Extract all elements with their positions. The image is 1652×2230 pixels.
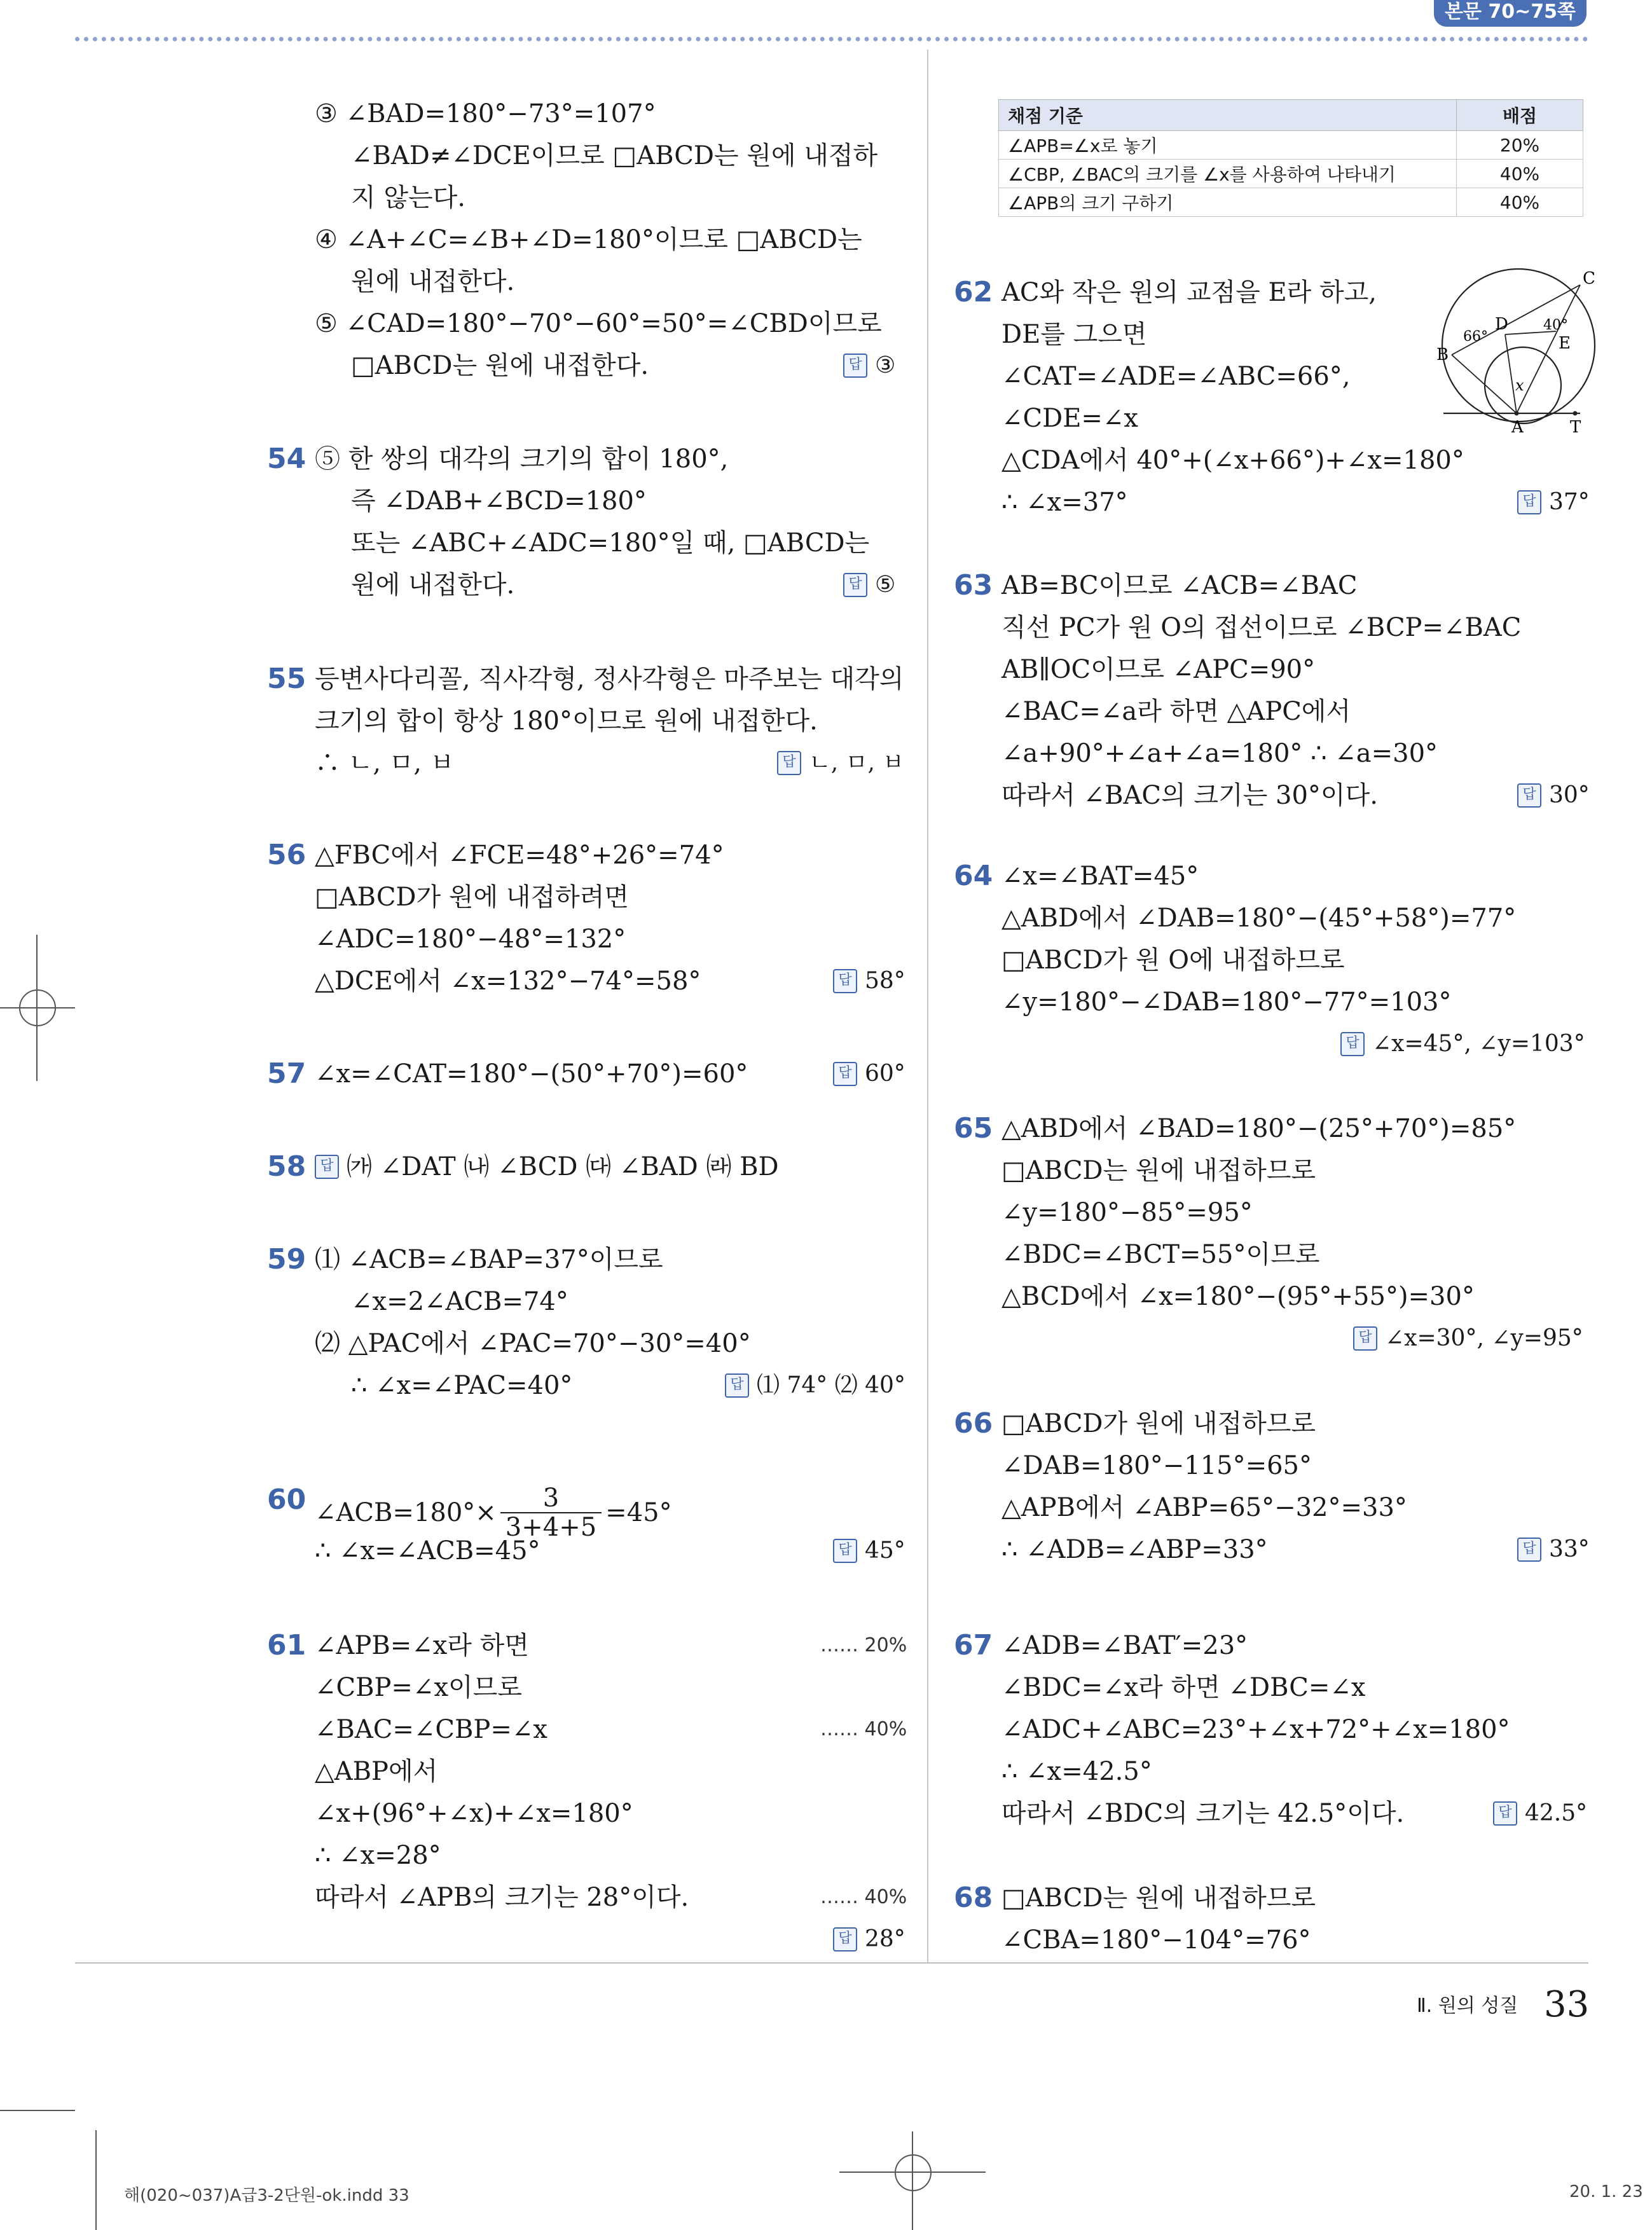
solution-line: △DCE에서 ∠x=132°−74°=58° — [315, 967, 701, 996]
answer-mark: 답 — [725, 1373, 749, 1398]
solution-line: 따라서 ∠APB의 크기는 28°이다. — [315, 1883, 689, 1912]
solution-line: ∠x=2∠ACB=74° — [351, 1287, 568, 1316]
solution-line: ∴ ∠x=∠PAC=40° — [351, 1371, 573, 1400]
solution-line: ∠BAC=∠a라 하면 △APC에서 — [1002, 697, 1351, 726]
solution-line: ④ ∠A+∠C=∠B+∠D=180°이므로 □ABCD는 — [315, 225, 862, 254]
answer-value: ㄴ, ㅁ, ㅂ — [809, 750, 905, 776]
answer — [1493, 1798, 1587, 1829]
solution-line: DE를 그으면 — [1002, 320, 1147, 349]
figure-label: D — [1495, 315, 1508, 334]
answer-mark: 답 — [833, 1539, 857, 1563]
figure-label: 40° — [1543, 317, 1568, 333]
answer — [777, 747, 904, 779]
page-number: 33 — [1544, 1984, 1590, 2025]
answer — [1517, 486, 1590, 518]
answer — [833, 1058, 905, 1090]
table-row — [999, 131, 1583, 160]
solution-line: ∠y=180°−∠DAB=180°−77°=103° — [1002, 988, 1452, 1017]
answer-value: 37° — [1549, 489, 1590, 515]
solution-line: △FBC에서 ∠FCE=48°+26°=74° — [315, 841, 724, 870]
answer — [833, 1535, 905, 1567]
solution-line: 또는 ∠ABC+∠ADC=180°일 때, □ABCD는 — [351, 528, 870, 558]
answer — [1340, 1028, 1585, 1060]
table-header: 채점 기준 — [999, 100, 1457, 131]
solution-line: ∠DAB=180°−115°=65° — [1002, 1451, 1312, 1480]
registration-mark-circle — [895, 2154, 932, 2191]
answer-mark: 답 — [843, 354, 867, 378]
section-tab: 본문 70~75쪽 — [1434, 0, 1587, 27]
answer-mark: 답 — [315, 1155, 339, 1179]
answer-mark: 답 — [833, 1927, 857, 1951]
registration-mark-circle — [19, 989, 56, 1026]
solution-line: ③ ∠BAD=180°−73°=107° — [315, 99, 656, 128]
answer-value: 60° — [865, 1061, 905, 1087]
problem-number: 60 — [267, 1483, 306, 1516]
figure-label: x — [1515, 376, 1524, 394]
solution-line: ∠CBP=∠x이므로 — [315, 1673, 522, 1702]
table-cell: ∠APB의 크기 구하기 — [999, 188, 1457, 217]
problem-number: 62 — [954, 276, 993, 308]
problem-number: 55 — [267, 663, 306, 695]
problem-number: 57 — [267, 1057, 306, 1090]
answer — [1517, 1534, 1590, 1566]
score-weight: …… 20% — [820, 1634, 907, 1656]
score-weight: …… 40% — [820, 1718, 907, 1740]
solution-line: ∴ ㄴ, ㅁ, ㅂ — [315, 748, 455, 778]
solution-line: □ABCD는 원에 내접한다. — [351, 351, 649, 380]
solution-line: ∠CAT=∠ADE=∠ABC=66°, — [1002, 362, 1351, 391]
bottom-rule — [75, 1962, 1588, 1964]
figure-label: A — [1511, 418, 1524, 437]
solution-line: △APB에서 ∠ABP=65°−32°=33° — [1002, 1493, 1407, 1522]
answer-mark: 답 — [833, 969, 857, 993]
answer-mark: 답 — [833, 1062, 857, 1086]
solution-line: 직선 PC가 원 O의 접선이므로 ∠BCP=∠BAC — [1002, 613, 1522, 642]
solution-line: 따라서 ∠BAC의 크기는 30°이다. — [1002, 781, 1378, 810]
answer-value: 28° — [865, 1926, 905, 1952]
table-header-row — [999, 100, 1583, 131]
solution-line: ∴ ∠ADB=∠ABP=33° — [1002, 1535, 1268, 1564]
answer — [315, 1151, 779, 1183]
solution-line: AB=BC이므로 ∠ACB=∠BAC — [1002, 571, 1358, 600]
answer-mark: 답 — [1340, 1032, 1365, 1056]
table-row — [999, 160, 1583, 188]
answer-mark: 답 — [1493, 1801, 1517, 1826]
problem-number: 58 — [267, 1150, 306, 1183]
solution-line: ∠ADC=180°−48°=132° — [315, 925, 626, 954]
figure-label: T — [1570, 418, 1581, 437]
solution-line: ∠ADB=∠BAT′=23° — [1002, 1631, 1248, 1660]
answer-value: 30° — [1549, 782, 1590, 808]
answer — [725, 1370, 905, 1401]
answer — [833, 1924, 905, 1955]
solution-line: ∠BAD≠∠DCE이므로 □ABCD는 원에 내접하 — [351, 141, 878, 170]
problem-number: 56 — [267, 839, 306, 871]
answer — [1517, 780, 1590, 811]
problem-number: 68 — [954, 1882, 993, 1914]
table-cell: ∠APB=∠x로 놓기 — [999, 131, 1457, 160]
solution-line: ⑤ 한 쌍의 대각의 크기의 합이 180°, — [315, 444, 729, 474]
problem-number: 66 — [954, 1407, 993, 1440]
answer-value: 33° — [1549, 1536, 1590, 1562]
solution-line: □ABCD가 원 O에 내접하므로 — [1002, 946, 1345, 975]
fraction — [500, 1484, 602, 1541]
solution-line: 크기의 합이 항상 180°이므로 원에 내접한다. — [315, 706, 818, 736]
solution-line: ∠x=∠BAT=45° — [1002, 862, 1199, 891]
answer — [1353, 1323, 1583, 1354]
problem-number: 63 — [954, 569, 993, 602]
solution-line: ∴ ∠x=42.5° — [1002, 1757, 1152, 1786]
answer-mark: 답 — [1517, 490, 1541, 514]
solution-line: ⑤ ∠CAD=180°−70°−60°=50°=∠CBD이므로 — [315, 309, 882, 338]
solution-line: ∠BAC=∠CBP=∠x — [315, 1715, 547, 1744]
table-cell: ∠CBP, ∠BAC의 크기를 ∠x를 사용하여 나타내기 — [999, 160, 1457, 188]
solution-line: □ABCD는 원에 내접하므로 — [1002, 1883, 1316, 1913]
crop-mark — [95, 2130, 97, 2230]
answer-value: ⑤ — [875, 572, 896, 598]
fraction-numerator: 3 — [542, 1483, 560, 1513]
answer — [843, 350, 895, 382]
table-cell: 20% — [1457, 131, 1583, 160]
fraction-expression — [315, 1484, 672, 1541]
table-cell: 40% — [1457, 188, 1583, 217]
solution-line: AC와 작은 원의 교점을 E라 하고, — [1002, 278, 1377, 307]
solution-line: △BCD에서 ∠x=180°−(95°+55°)=30° — [1002, 1282, 1475, 1311]
problem-number: 64 — [954, 860, 993, 892]
solution-line: △ABD에서 ∠DAB=180°−(45°+58°)=77° — [1002, 904, 1517, 933]
table-row — [999, 188, 1583, 217]
solution-line: ∴ ∠x=∠ACB=45° — [315, 1536, 540, 1566]
solution-line: AB∥OC이므로 ∠APC=90° — [1002, 655, 1316, 684]
solution-line: ∠BDC=∠x라 하면 ∠DBC=∠x — [1002, 1673, 1366, 1702]
column-divider — [927, 50, 928, 1964]
solution-line: ∠CDE=∠x — [1002, 404, 1138, 433]
grading-table — [998, 99, 1583, 217]
solution-line: ⑵ △PAC에서 ∠PAC=70°−30°=40° — [315, 1329, 751, 1358]
solution-line: ⑴ ∠ACB=∠BAP=37°이므로 — [315, 1245, 663, 1274]
solution-line: △CDA에서 40°+(∠x+66°)+∠x=180° — [1002, 446, 1464, 475]
solution-line: □ABCD는 원에 내접하므로 — [1002, 1156, 1316, 1185]
table-cell: 40% — [1457, 160, 1583, 188]
answer-value: 45° — [865, 1538, 905, 1564]
figure-label: E — [1559, 334, 1571, 353]
answer-value: ∠x=45°, ∠y=103° — [1372, 1031, 1585, 1057]
solution-line: ∠a+90°+∠a+∠a=180° ∴ ∠a=30° — [1002, 739, 1438, 768]
expression-prefix: ∠ACB=180°× — [315, 1498, 497, 1527]
solution-line: ∠APB=∠x라 하면 — [315, 1631, 529, 1660]
solution-line: 원에 내접한다. — [351, 570, 515, 600]
answer — [833, 965, 905, 997]
answer-mark: 답 — [843, 573, 867, 597]
problem-number: 67 — [954, 1629, 993, 1662]
solution-line: ∠ADC+∠ABC=23°+∠x+72°+∠x=180° — [1002, 1715, 1510, 1744]
problem-number: 61 — [267, 1629, 306, 1662]
answer-value: ⑴ 74° ⑵ 40° — [757, 1372, 905, 1398]
answer-value: 58° — [865, 968, 905, 994]
figure-label: B — [1436, 345, 1449, 364]
solution-line: △ABP에서 — [315, 1757, 438, 1786]
solution-line: ∠BDC=∠BCT=55°이므로 — [1002, 1240, 1320, 1269]
solution-line: ∠y=180°−85°=95° — [1002, 1198, 1253, 1227]
answer-mark: 답 — [1353, 1326, 1377, 1351]
answer — [843, 569, 895, 601]
solution-line: □ABCD가 원에 내접하려면 — [315, 883, 630, 912]
figure-label: C — [1583, 269, 1595, 288]
solution-line: ∴ ∠x=28° — [315, 1841, 441, 1870]
fraction-denominator: 3+4+5 — [500, 1512, 602, 1541]
file-info: 해(020~037)A급3-2단원-ok.indd 33 — [124, 2186, 410, 2205]
solution-line: ∠x+(96°+∠x)+∠x=180° — [315, 1799, 633, 1828]
solution-line: □ABCD가 원에 내접하므로 — [1002, 1409, 1316, 1438]
chapter-label: Ⅱ. 원의 성질 — [1417, 1995, 1518, 2017]
tangent-circles-figure — [1434, 266, 1593, 437]
problem-number: 54 — [267, 443, 306, 475]
solution-line: 등변사다리꼴, 직사각형, 정사각형은 마주보는 대각의 — [315, 664, 904, 694]
answer-mark: 답 — [1517, 1538, 1541, 1562]
solution-line: ∠CBA=180°−104°=76° — [1002, 1925, 1311, 1955]
problem-number: 59 — [267, 1243, 306, 1276]
answer-value: ∠x=30°, ∠y=95° — [1385, 1325, 1583, 1351]
crop-mark — [0, 2110, 75, 2111]
solution-line: 즉 ∠DAB+∠BCD=180° — [351, 486, 647, 516]
score-weight: …… 40% — [820, 1886, 907, 1908]
solution-line: △ABD에서 ∠BAD=180°−(25°+70°)=85° — [1002, 1114, 1517, 1143]
answer-value: ㈎ ∠DAT ㈏ ∠BCD ㈐ ∠BAD ㈑ BD — [347, 1152, 779, 1181]
solution-line: 따라서 ∠BDC의 크기는 42.5°이다. — [1002, 1799, 1405, 1828]
answer-mark: 답 — [1517, 783, 1541, 808]
solution-line: 원에 내접한다. — [351, 267, 515, 296]
solution-line: ∴ ∠x=37° — [1002, 488, 1128, 517]
solution-line: 지 않는다. — [351, 183, 465, 212]
figure-label: 66° — [1463, 329, 1488, 345]
solution-line: ∠x=∠CAT=180°−(50°+70°)=60° — [315, 1059, 748, 1089]
problem-number: 65 — [954, 1112, 993, 1145]
answer-value: 42.5° — [1525, 1800, 1588, 1826]
header-dotted-rule — [75, 37, 1588, 41]
expression-suffix: =45° — [605, 1498, 672, 1527]
answer-mark: 답 — [777, 751, 801, 775]
table-header: 배점 — [1457, 100, 1583, 131]
print-date: 20. 1. 23 — [1569, 2182, 1643, 2201]
answer-value: ③ — [875, 352, 896, 378]
